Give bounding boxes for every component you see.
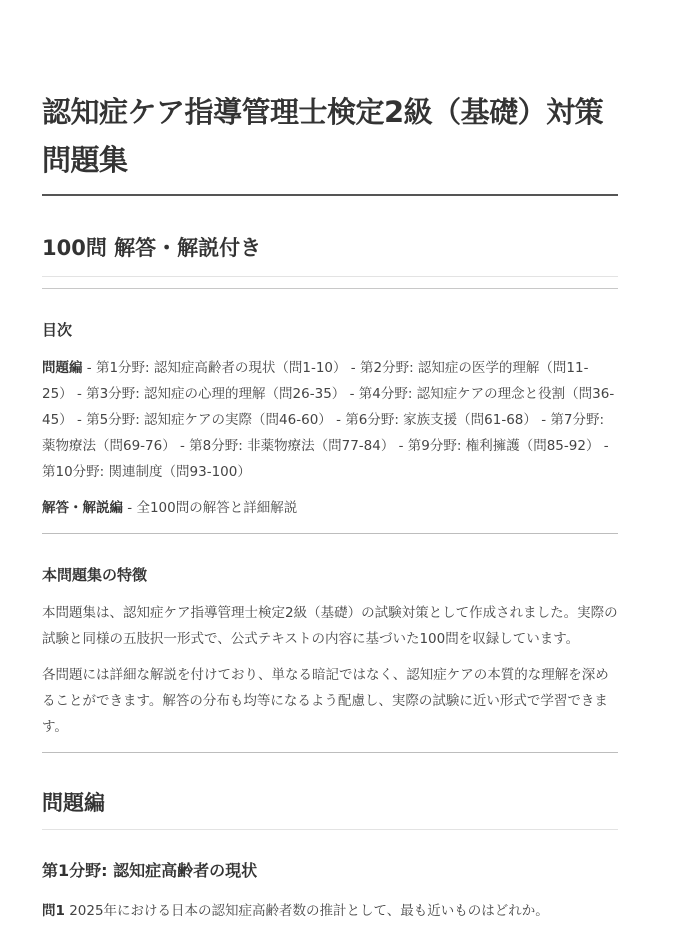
question-1 xyxy=(42,898,618,924)
toc-heading: 目次 xyxy=(42,321,73,339)
question-1-label: 問1 xyxy=(42,903,65,919)
toc-problems-text: - 第1分野: 認知症高齢者の現状（問1-10） - 第2分野: 認知症の医学的理解（問11-25） - 第3分野: 認知症の心理的理解（問26-35） - 第4分野: 認知症ケアの理念と役割（問36-45） - 第5分野: 認知症ケアの実際（問46-60） - 第6分野: 家族支援（問61-68） - 第7分野: 薬物療法（問69-76） - 第8分野: 非薬物療法（問77-84） - 第9分野: 権利擁護（問85-92） - 第10分野: 関連制度（問93-100） xyxy=(42,360,615,480)
features-heading: 本問題集の特徴 xyxy=(42,566,148,584)
toc-answers-entry xyxy=(42,495,618,521)
toc-answers-label: 解答・解説編 xyxy=(42,500,123,516)
toc-problems-label: 問題編 xyxy=(42,360,83,376)
divider xyxy=(42,752,618,753)
question-1-text: 2025年における日本の認知症高齢者数の推計として、最も近いものはどれか。 xyxy=(64,903,549,919)
problems-section-title: 問題編 xyxy=(42,789,618,830)
features-paragraph-2: 各問題には詳細な解説を付けており、単なる暗記ではなく、認知症ケアの本質的な理解を深めることができます。解答の分布も均等になるよう配慮し、実際の試験に近い形式で学習できます。 xyxy=(42,667,609,735)
field-1-heading: 第1分野: 認知症高齢者の現状 xyxy=(42,861,258,880)
features-paragraph-1: 本問題集は、認知症ケア指導管理士検定2級（基礎）の試験対策として作成されました。実際の試験と同様の五肢択一形式で、公式テキストの内容に基づいた100問を収録しています。 xyxy=(42,605,618,647)
divider xyxy=(42,288,618,289)
document-subtitle: 100問 解答・解説付き xyxy=(42,234,618,277)
toc-answers-text: - 全100問の解答と詳細解説 xyxy=(123,500,298,516)
divider xyxy=(42,533,618,534)
toc-problems-entry xyxy=(42,355,618,485)
document-title: 認知症ケア指導管理士検定2級（基礎）対策問題集 xyxy=(42,0,618,196)
